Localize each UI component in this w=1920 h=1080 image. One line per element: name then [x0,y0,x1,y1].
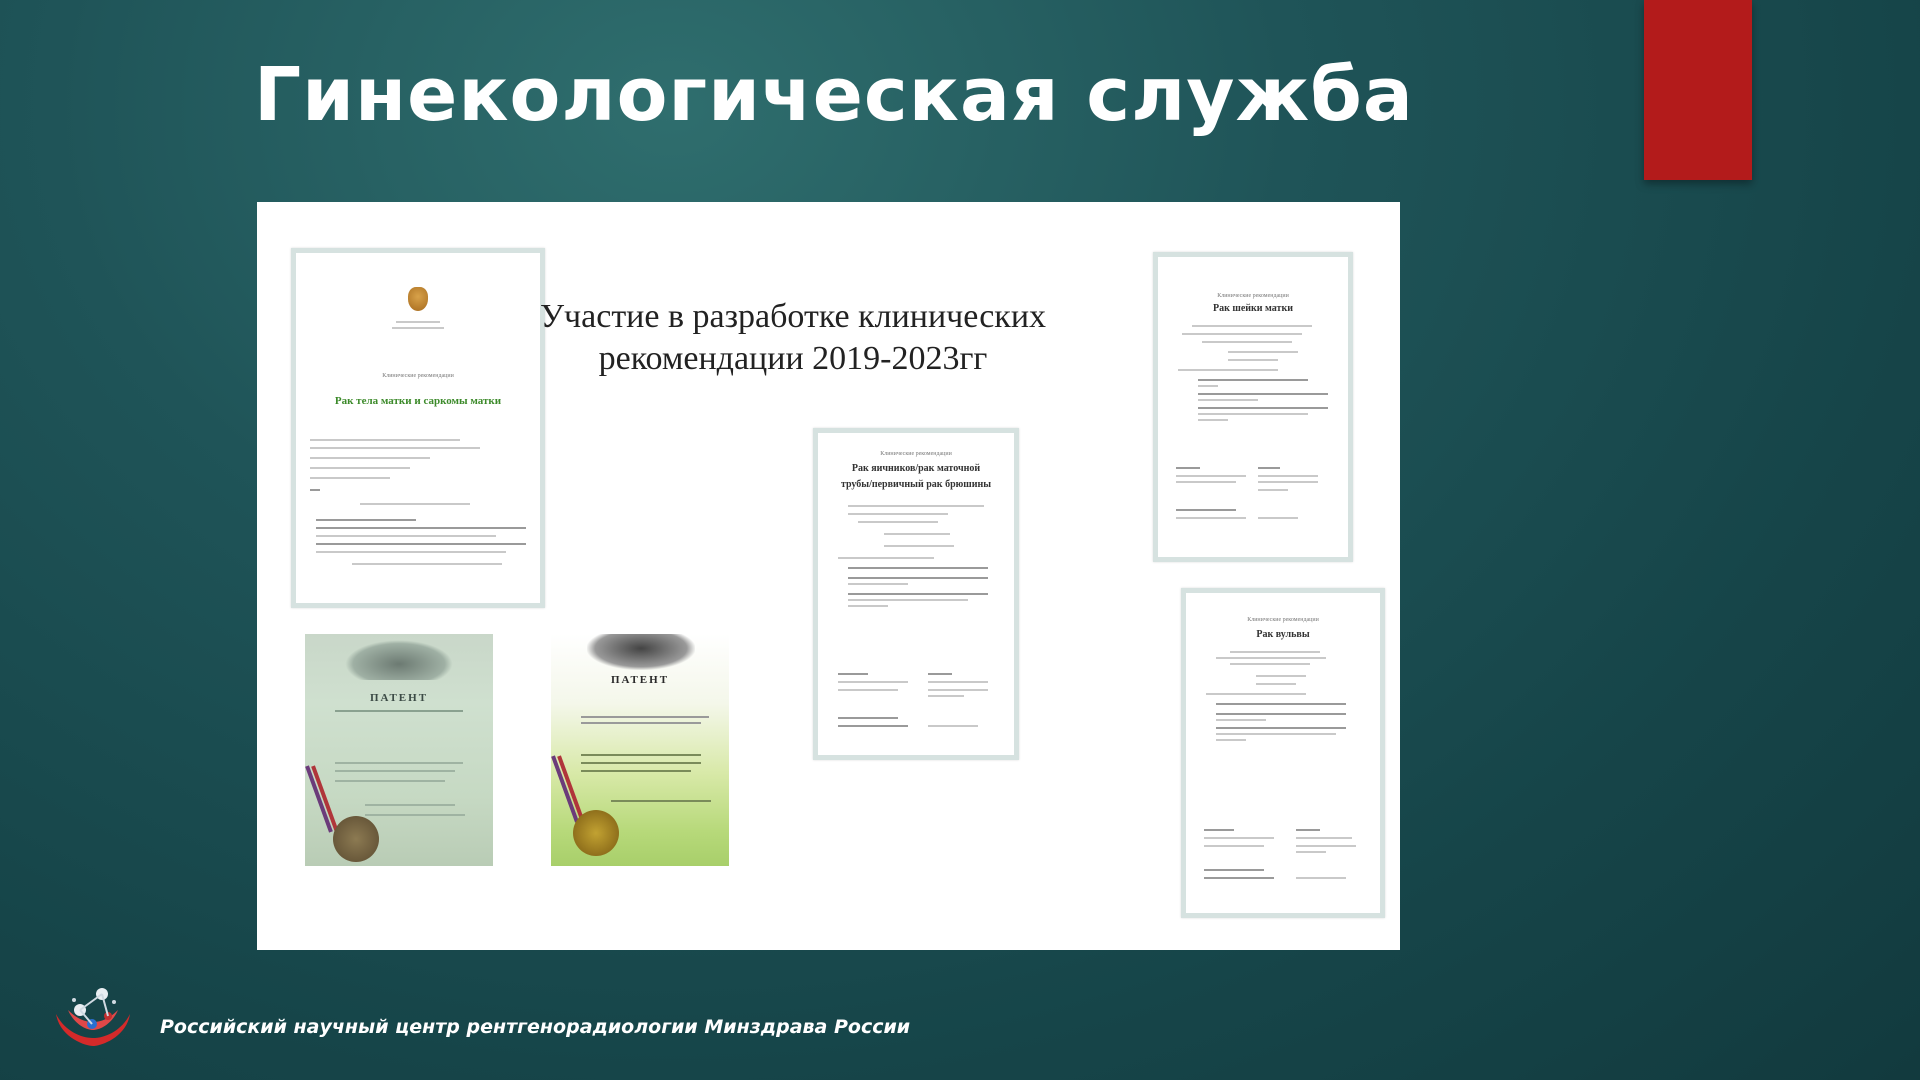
panel-heading-line-1: Участие в разработке клинических [539,298,1047,335]
footer-organization-name: Российский научный центр рентгенорадиологии Минздрава России [160,1016,911,1038]
document-kind: Клинические рекомендации [1217,293,1289,299]
panel-heading [527,296,1059,380]
document-title: Рак шейки матки [1213,303,1293,314]
document-page-vulvar [1181,588,1385,918]
slide-title: Гинекологическая служба [254,52,1414,138]
coat-of-arms-icon [408,287,428,311]
patent-certificate-right [551,634,729,866]
panel-heading-line-2: рекомендации 2019-2023гг [598,340,988,377]
main-document-page [291,248,545,608]
document-page-ovarian [813,428,1019,760]
rncrr-logo-icon [50,980,136,1048]
document-kind: Клинические рекомендации [382,373,454,379]
seal-icon [333,816,379,862]
document-kind: Клинические рекомендации [880,451,952,457]
document-title: Рак тела матки и саркомы матки [334,395,502,407]
document-page-cervical [1153,252,1353,562]
content-panel [257,202,1400,950]
document-title: Рак вульвы [1256,629,1310,640]
document-kind: Клинические рекомендации [1247,617,1319,623]
document-title-line-2: трубы/первичный рак брюшины [840,479,992,490]
patent-label: ПАТЕНТ [369,692,429,704]
red-accent-tab [1644,0,1752,180]
patent-label: ПАТЕНТ [610,674,670,686]
seal-icon [573,810,619,856]
patent-certificate-left [305,634,493,866]
document-title-line-1: Рак яичников/рак маточной [851,463,981,474]
